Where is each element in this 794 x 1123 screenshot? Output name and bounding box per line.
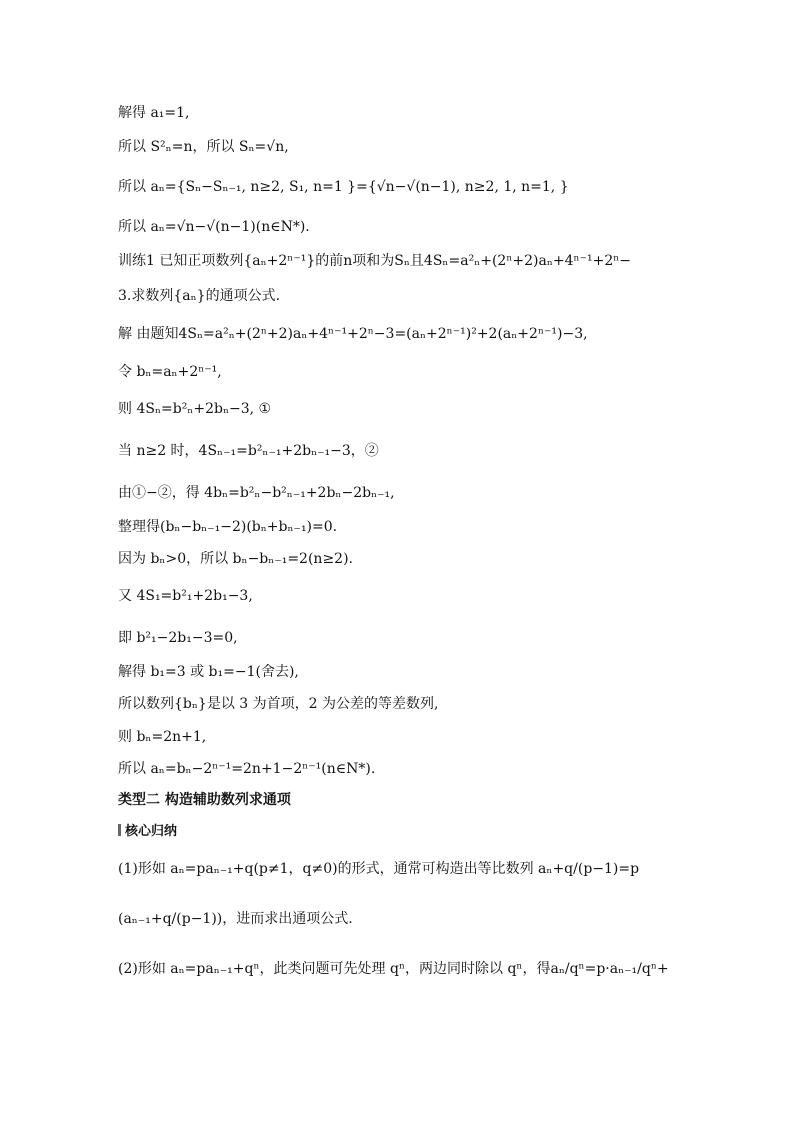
text-line-14: 又 4S₁=b²₁+2b₁−3, (118, 588, 253, 604)
text-line-9: 则 4Sₙ=b²ₙ+2bₙ−3, ① (118, 401, 272, 417)
text-line-5: 训练1 已知正项数列{aₙ+2ⁿ⁻¹}的前n项和为Sₙ且4Sₙ=a²ₙ+(2ⁿ+2)aₙ+4ⁿ⁻¹+2ⁿ− (118, 253, 632, 269)
text-line-10: 当 n≥2 时，4Sₙ₋₁=b²ₙ₋₁+2bₙ₋₁−3，② (118, 443, 379, 459)
text-line-1: 解得 a₁=1, (118, 105, 190, 121)
text-line-12: 整理得(bₙ−bₙ₋₁−2)(bₙ+bₙ₋₁)=0. (118, 519, 338, 535)
text-line-13: 因为 bₙ>0，所以 bₙ−bₙ₋₁=2(n≥2). (118, 551, 353, 567)
text-line-2: 所以 S²ₙ=n，所以 Sₙ=√n, (118, 139, 289, 155)
text-line-17: 所以数列{bₙ}是以 3 为首项，2 为公差的等差数列, (118, 696, 439, 712)
text-line-18: 则 bₙ=2n+1, (118, 729, 207, 745)
text-line-23: (aₙ₋₁+q/(p−1))，进而求出通项公式. (118, 911, 353, 927)
text-line-3: 所以 aₙ={Sₙ−Sₙ₋₁, n≥2, S₁, n=1 }={√n−√(n−1), n≥2, 1, n=1, } (118, 179, 569, 195)
text-line-15: 即 b²₁−2b₁−3=0, (118, 630, 238, 646)
text-line-16: 解得 b₁=3 或 b₁=−1(舍去), (118, 664, 299, 680)
text-line-8: 令 bₙ=aₙ+2ⁿ⁻¹, (118, 364, 222, 380)
core-summary-heading (118, 823, 177, 841)
text-line-19: 所以 aₙ=bₙ−2ⁿ⁻¹=2n+1−2ⁿ⁻¹(n∈N*). (118, 761, 376, 777)
section-heading: 类型二 构造辅助数列求通项 (118, 792, 291, 808)
core-summary-label: 核心归纳 (125, 824, 178, 839)
text-line-4: 所以 aₙ=√n−√(n−1)(n∈N*). (118, 219, 310, 235)
text-line-11: 由①−②，得 4bₙ=b²ₙ−b²ₙ₋₁+2bₙ−2bₙ₋₁, (118, 485, 395, 501)
text-line-7: 解 由题知4Sₙ=a²ₙ+(2ⁿ+2)aₙ+4ⁿ⁻¹+2ⁿ−3=(aₙ+2ⁿ⁻¹)²+2(aₙ+2ⁿ⁻¹)−3, (118, 326, 588, 342)
section-marker-icon (118, 824, 121, 836)
text-line-24: (2)形如 aₙ=paₙ₋₁+qⁿ，此类问题可先处理 qⁿ，两边同时除以 qⁿ，得aₙ/qⁿ=p·aₙ₋₁/qⁿ+ (118, 961, 669, 977)
text-line-6: 3.求数列{aₙ}的通项公式. (118, 288, 281, 304)
text-line-22: (1)形如 aₙ=paₙ₋₁+q(p≠1，q≠0)的形式，通常可构造出等比数列 aₙ+q/(p−1)=p (118, 861, 640, 877)
